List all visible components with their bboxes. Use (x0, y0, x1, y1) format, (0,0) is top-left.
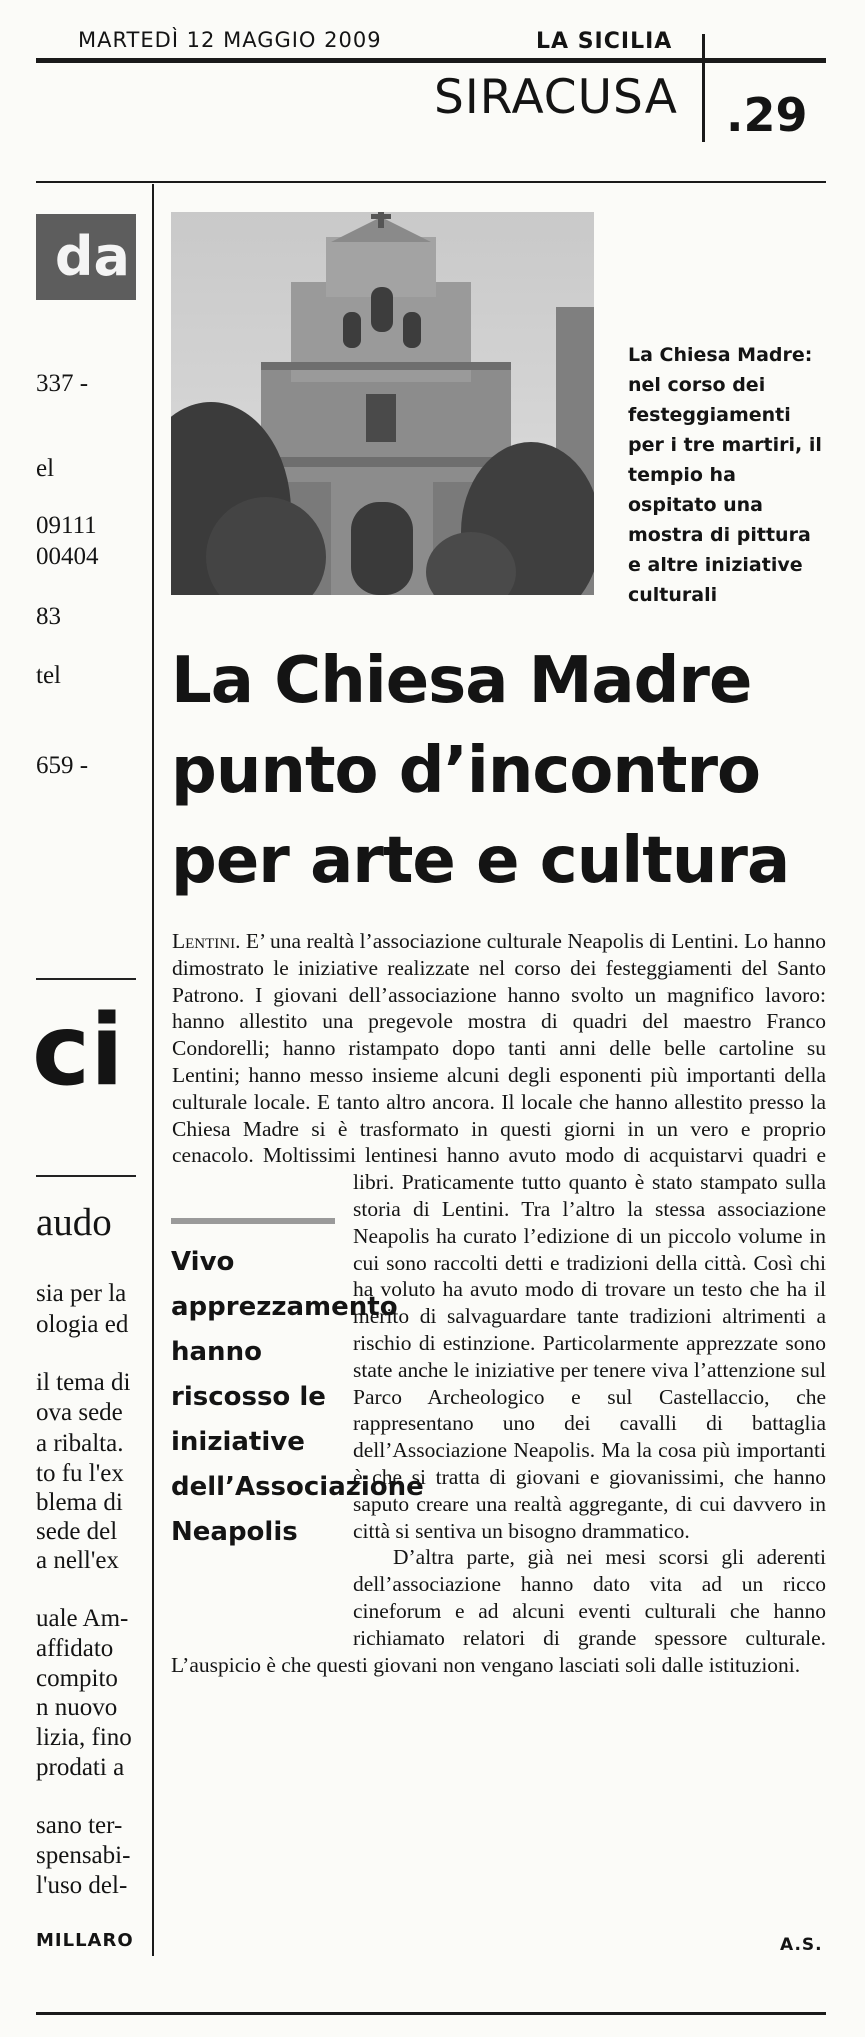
left-column-badge: da (36, 214, 136, 300)
section-title: SIRACUSA (434, 70, 678, 125)
paragraph-text: E’ una realtà l’associazione culturale Neapolis di Lentini. Lo hanno dimostrato le iniziative realizzate nel corso dei festeggiamenti del Santo Patrono. I giovani dell’associazione hanno svolto un magnifico lavoro: hanno allestito una pregevole mostra di quadri del maestro Franco Condorelli; hanno ristampato dopo tanti anni delle belle cartoline su Lentini; hanno messo insieme alcuni degli esponenti più importanti della culturale locale. E tanto altro ancora. Il locale che hanno allestito presso la Chiesa Madre si è trasformato in questi giorni in un vero e proprio cenacolo. Moltissimi lentinesi hanno avuto modo di acquistarvi quadri e libri. Praticamente tutto quanto è stato stampato sulla storia di Lentini. Tra l’altro la stessa associazione Neapolis ha curato l’edizione di un piccolo volume in cui sono raccolti detti e tradizioni della città. Così chi ha voluto ha avuto modo di trovare un testo che ha il merito di salvaguardare tante tradizioni altrimenti a rischio di estinzione. Particolarmente apprezzate sono state anche le iniziative per tenere viva l’attenzione sul Parco Archeologico e sul Castellaccio, che rappresentano uno dei cavalli di battaglia dell’Associazione Neapolis. Ma la cosa più importanti è che si tratta di giovani e giovanissimi, che hanno saputo creare una realtà aggregante, di cui davvero in città si sentiva un bisogno drammatico. (172, 929, 826, 1543)
article-line: lizia, fino (36, 1724, 132, 1751)
article-line: sede del (36, 1518, 118, 1545)
listing-line: 659 - (36, 752, 89, 779)
article-line: blema di (36, 1489, 123, 1516)
listing-line: 00404 (36, 543, 99, 570)
left-column-rule (36, 1175, 136, 1177)
article-line: n nuovo (36, 1694, 118, 1721)
header-rule (36, 58, 826, 63)
article-line: spensabi- (36, 1842, 131, 1869)
headline-line: punto d’incontro (171, 734, 760, 808)
article-paragraph: D’altra parte, già nei mesi scorsi gli aderenti dell’associazione hanno dato vita ad un ricco cineforum e ad alcuni eventi culturali che hanno richiamato relatori di grande spessore culturale. L’auspicio è che questi giovani non vengano lasciati soli dalle istituzioni. (171, 1545, 826, 1677)
article-dateline: Lentini. (172, 929, 241, 953)
listing-line: tel (36, 662, 61, 689)
header-divider (702, 34, 705, 142)
article-line: prodati a (36, 1754, 125, 1781)
issue-date: MARTEDÌ 12 MAGGIO 2009 (78, 28, 382, 52)
listing-line: 83 (36, 603, 61, 630)
article-line: to fu l'ex (36, 1460, 124, 1487)
left-column-footer: MILLARO (36, 1930, 134, 1951)
photo-caption: La Chiesa Madre: nel corso dei festeggiamenti per i tre martiri, il tempio ha ospitato una mostra di pittura e altre iniziative culturali (628, 344, 822, 606)
left-column-subhead: audo (36, 1201, 112, 1244)
listing-line: 09111 (36, 512, 97, 539)
article-line: affidato (36, 1635, 114, 1662)
column-divider (152, 184, 154, 1956)
left-column-rule (36, 978, 136, 980)
article-line: uale Am- (36, 1605, 129, 1632)
church-photo (171, 212, 594, 595)
page-bottom-rule (36, 2012, 826, 2015)
article-line: sano ter- (36, 1812, 123, 1839)
listing-line: 337 - (36, 370, 89, 397)
left-column-headline: ci (32, 994, 124, 1108)
article-line: sia per la (36, 1280, 127, 1307)
article-line: il tema di (36, 1369, 131, 1396)
article-line: ologia ed (36, 1311, 129, 1338)
article-line: compito (36, 1665, 118, 1692)
article-headline (171, 636, 831, 906)
article-line: a nell'ex (36, 1547, 119, 1574)
article-line: ova sede (36, 1399, 123, 1426)
pull-quote-text: Vivo apprezzamento hanno riscosso le iniziative dell’Associazione Neapolis (171, 1247, 424, 1547)
pull-quote (171, 1218, 424, 1555)
page-top-rule (36, 181, 826, 183)
newspaper-name: LA SICILIA (536, 29, 673, 54)
page-number: .29 (726, 88, 808, 142)
article-line: a ribalta. (36, 1430, 124, 1457)
article-author: A.S. (780, 1935, 823, 1955)
pull-quote-rule (171, 1218, 335, 1224)
headline-line: per arte e cultura (171, 824, 790, 898)
headline-line: La Chiesa Madre (171, 644, 752, 718)
article-line: l'uso del- (36, 1872, 128, 1899)
listing-line: el (36, 455, 55, 482)
